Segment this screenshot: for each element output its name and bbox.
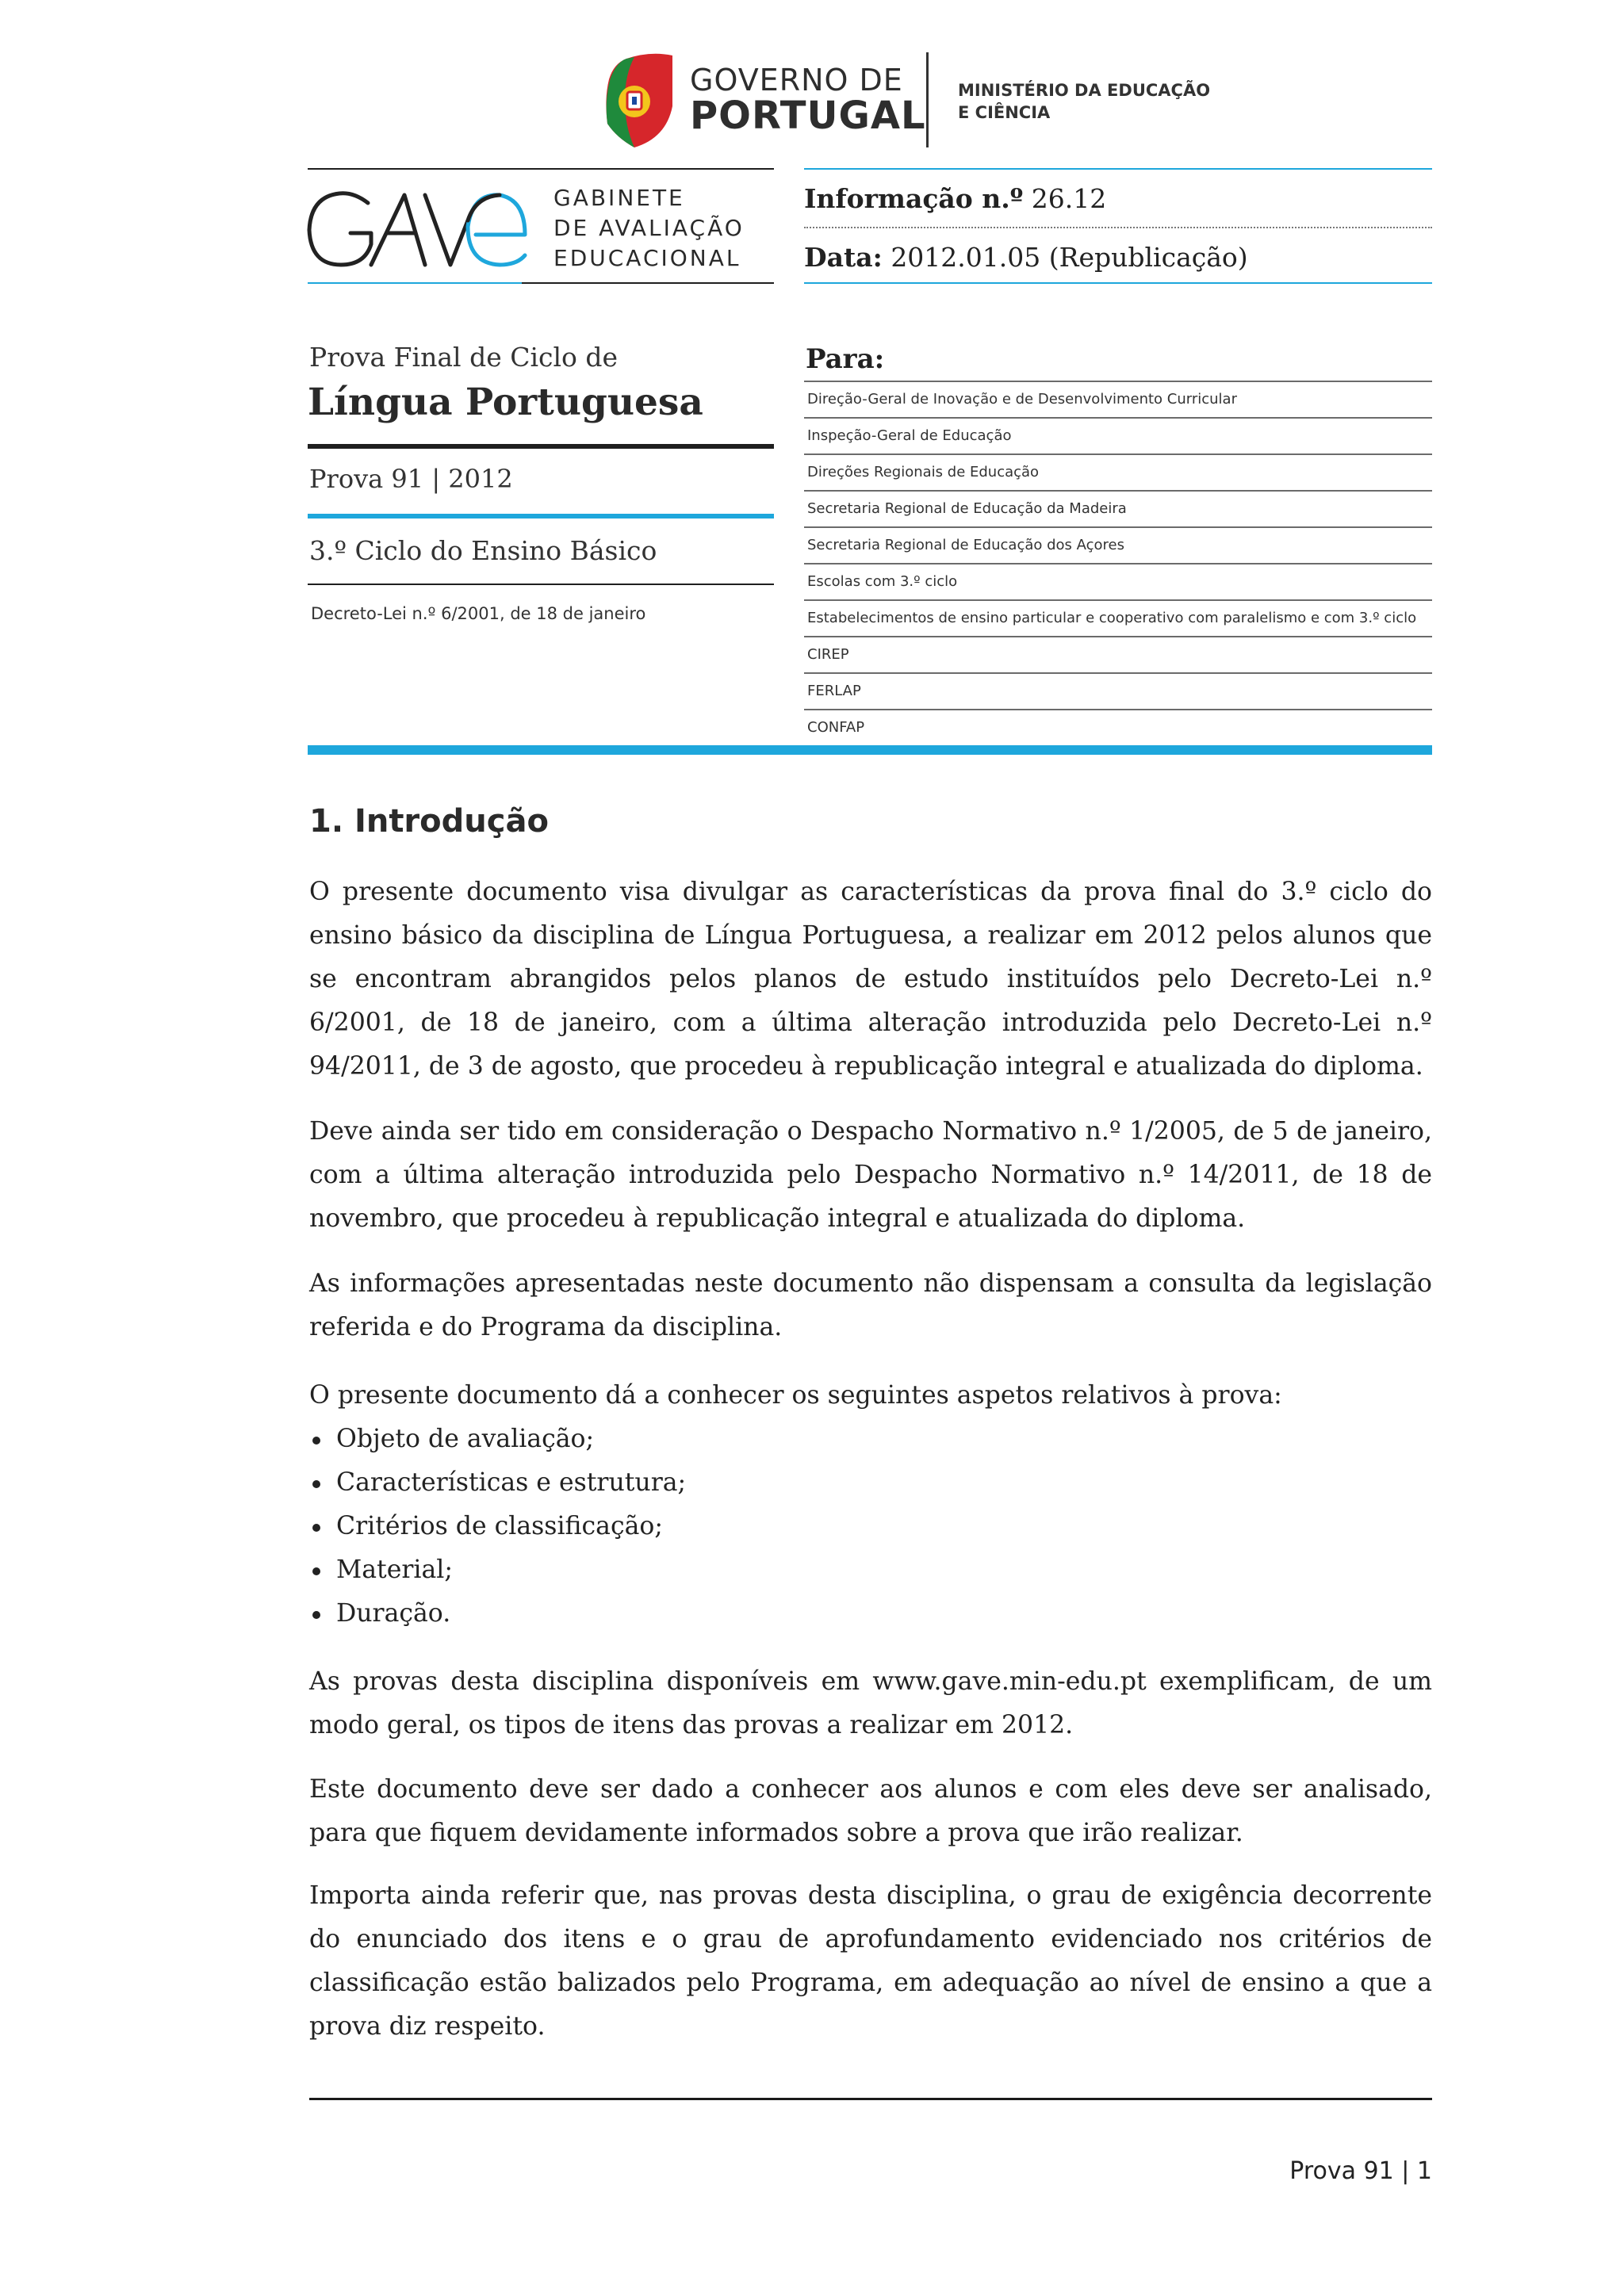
recipient-item: Inspeção-Geral de Educação <box>804 419 1432 455</box>
list-item: Características e estrutura; <box>309 1461 686 1505</box>
recipient-item: Secretaria Regional de Educação dos Açores <box>804 528 1432 564</box>
gov-title-line1: GOVERNO DE <box>690 63 903 98</box>
recipient-item: Direções Regionais de Educação <box>804 455 1432 492</box>
footer-rule <box>309 2098 1432 2100</box>
list-item: Material; <box>309 1548 686 1592</box>
info-bottom-rule <box>804 282 1432 284</box>
number-rule <box>308 514 774 519</box>
exam-title: Língua Portuguesa <box>308 381 703 424</box>
recipients-list <box>804 381 1432 747</box>
intro-paragraph-6: Este documento deve ser dado a conhecer aos alunos e com eles deve ser analisado, para que fiquem devidamente informados sobre a prova que irão realizar. <box>309 1775 1432 1847</box>
recipients-title: Para: <box>806 343 885 375</box>
recipient-item: CIREP <box>804 637 1432 674</box>
gave-name-line1: GABINETE <box>553 185 685 211</box>
info-dotted-rule <box>804 227 1432 228</box>
section-heading-introducao: 1. Introdução <box>309 803 549 840</box>
gave-name-line2: DE AVALIAÇÃO <box>553 215 745 241</box>
intro-paragraph-2: Deve ainda ser tido em consideração o Despacho Normativo n.º 1/2005, de 5 de janeiro, com a última alteração introduzida pelo Despacho Normativo n.º 14/2011, de 18 de novembro, que procedeu à republicação integral e atualizada do diploma. <box>309 1117 1432 1233</box>
gave-bottom-rule-dark <box>522 282 774 284</box>
info-value: 26.12 <box>1031 183 1107 214</box>
intro-paragraph-4: O presente documento dá a conhecer os seguintes aspetos relativos à prova: <box>309 1381 1282 1410</box>
recipient-item: CONFAP <box>804 710 1432 747</box>
info-number <box>804 183 1107 214</box>
exam-decree: Decreto-Lei n.º 6/2001, de 18 de janeiro <box>311 604 646 623</box>
header-bottom-blue-bar <box>308 745 1432 755</box>
intro-paragraph-5: As provas desta disciplina disponíveis em www.gave.min-edu.pt exemplificam, de um modo geral, os tipos de itens das provas a realizar em 2012. <box>309 1667 1432 1739</box>
list-item: Critérios de classificação; <box>309 1505 686 1548</box>
gave-top-rule <box>308 168 774 170</box>
list-item: Duração. <box>309 1592 686 1636</box>
portugal-flag-logo-icon <box>603 51 674 149</box>
date-value: 2012.01.05 (Republicação) <box>891 242 1248 273</box>
recipient-item: FERLAP <box>804 674 1432 710</box>
gave-bottom-rule-blue <box>308 282 522 284</box>
info-date <box>804 242 1248 273</box>
intro-bullet-list <box>309 1418 686 1636</box>
gave-name-line3: EDUCACIONAL <box>553 245 741 271</box>
recipient-item: Escolas com 3.º ciclo <box>804 564 1432 601</box>
ministry-line2: E CIÊNCIA <box>958 103 1051 122</box>
exam-pre-title: Prova Final de Ciclo de <box>309 342 619 373</box>
page-number: Prova 91 | 1 <box>1289 2157 1432 2185</box>
intro-paragraph-3: As informações apresentadas neste documento não dispensam a consulta da legislação referida e do Programa da disciplina. <box>309 1269 1432 1341</box>
intro-paragraph-1: O presente documento visa divulgar as características da prova final do 3.º ciclo do ensino básico da disciplina de Língua Portuguesa, a realizar em 2012 pelos alunos que se encontram abrangidos pelos planos de estudo instituídos pelo Decreto-Lei n.º 6/2001, de 18 de janeiro, com a última alteração introduzida pelo Decreto-Lei n.º 94/2011, de 3 de agosto, que procedeu à republicação integral e atualizada do diploma. <box>309 878 1432 1081</box>
exam-cycle: 3.º Ciclo do Ensino Básico <box>309 535 657 566</box>
exam-number: Prova 91 | 2012 <box>309 464 513 494</box>
recipient-item: Estabelecimentos de ensino particular e cooperativo com paralelismo e com 3.º ciclo <box>804 601 1432 637</box>
gave-logo-icon <box>306 189 528 270</box>
list-item: Objeto de avaliação; <box>309 1418 686 1461</box>
cycle-rule <box>308 584 774 585</box>
header-divider <box>926 52 929 147</box>
info-label: Informação n.º <box>804 183 1024 214</box>
intro-paragraph-7: Importa ainda referir que, nas provas desta disciplina, o grau de exigência decorrente do enunciado dos itens e o grau de aprofundamento evidenciado nos critérios de classificação estão balizados pelo Programa, em adequação ao nível de ensino a que a prova diz respeito. <box>309 1881 1432 2041</box>
recipient-item: Direção-Geral de Inovação e de Desenvolvimento Curricular <box>804 382 1432 419</box>
gov-title-line2: PORTUGAL <box>690 94 926 138</box>
date-label: Data: <box>804 242 883 273</box>
ministry-line1: MINISTÉRIO DA EDUCAÇÃO <box>958 81 1211 100</box>
info-top-rule <box>804 168 1432 170</box>
recipient-item: Secretaria Regional de Educação da Madeira <box>804 492 1432 528</box>
title-rule <box>308 444 774 449</box>
